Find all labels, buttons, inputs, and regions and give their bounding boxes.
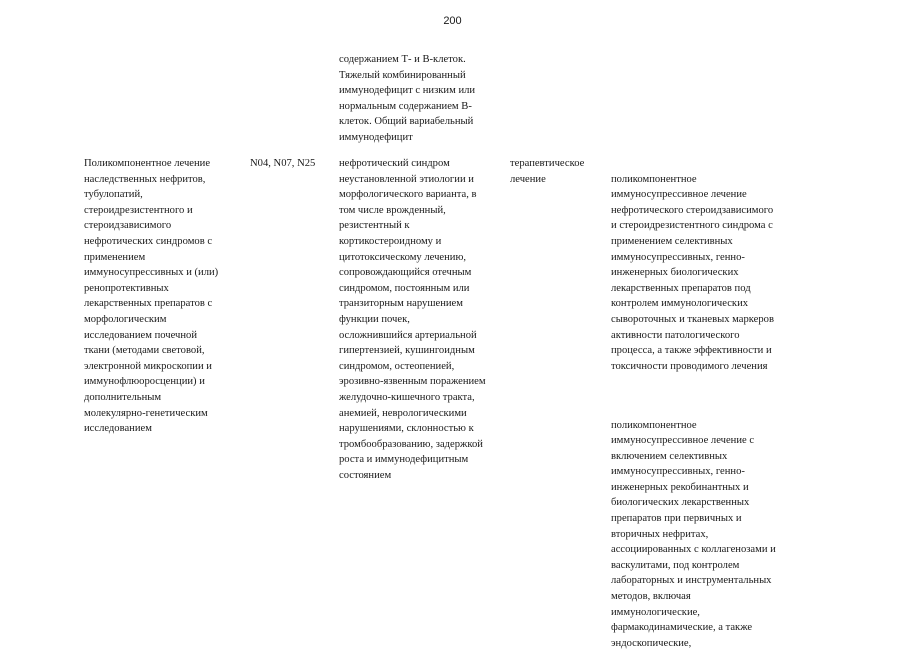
patient-model-continuation-cell: содержанием Т- и В-клеток. Тяжелый комбинированный иммунодефицит с низким или нормальным содержанием В- клеток. Общий вариабельный иммунодефицит <box>339 54 476 143</box>
page-number: 200 <box>443 15 462 27</box>
paragraph-gap <box>611 390 816 402</box>
treatment-methods-cell <box>611 156 816 667</box>
patient-model-cell: нефротический синдром неустановленной этиологии и морфологического варианта, в том числе врожденный, резистентный к кортикостероидному и цитотоксическому лечению, сопровождающийся отечным синдромом, постоянным или транзиторным нарушением функции почек, осложнившийся артериальной гипертензией, кушингоидным синдромом, остеопенией, эрозивно-язвенным поражением желудочно-кишечного тракта, анемией, неврологическими нарушениями, склонностью к тромбообразованию, задержкой роста и иммунодефицитным состоянием <box>339 158 486 481</box>
icd-codes-cell: N04, N07, N25 <box>250 158 316 169</box>
treatment-type-cell: терапевтическое лечение <box>510 158 585 185</box>
treatment-method-paragraph-1: поликомпонентное иммуносупрессивное лечение нефротического стероидзависимого и стероидрезистентного синдрома с применением селективных иммуносупрессивных, генно- инженерных биологических лекарственных препаратов под контролем иммунологических сывороточных и тканевых маркеров активности патологического процесса, а также эффективности и токсичности проводимого лечения <box>611 173 774 372</box>
treatment-method-paragraph-2: поликомпонентное иммуносупрессивное лечение с включением селективных иммуносупрессивных, генно- инженерных рекобинантных и биологических лекарственных препаратов при первичных и вторичных нефритах, ассоциированных с коллагенозами и васкулитами, под контролем лабораторных и инструментальных методов, включая иммунологические, фармакодинамические, а также эндоскопические, <box>611 419 776 649</box>
treatment-name-cell: Поликомпонентное лечение наследственных нефритов, тубулопатий, стероидрезистентного и стероидзависимого нефротических синдромов с применением иммуносупрессивных и (или) ренопротективных лекарственных препаратов с морфологическим исследованием почечной ткани (методами световой, электронной микроскопии и иммунофлюоросценции) и дополнительным молекулярно-генетическим исследованием <box>84 158 219 435</box>
